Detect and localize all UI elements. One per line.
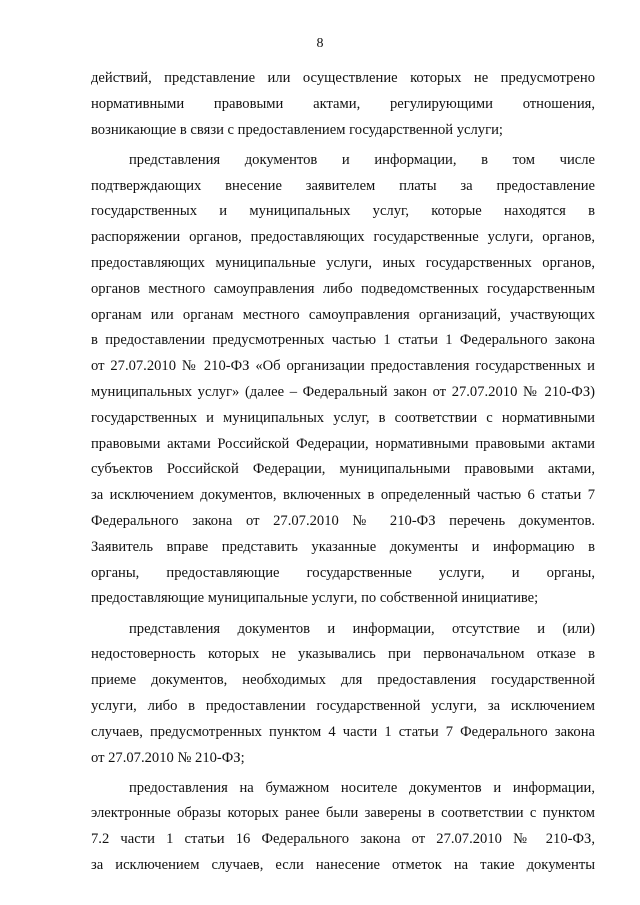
text-line: за исключением документов, включенных в определенный частью 6 статьи 7 <box>91 487 595 504</box>
text-line: субъектов Российской Федерации, муниципальными правовыми актами, <box>91 461 595 478</box>
document-body <box>91 66 595 883</box>
text-line: возникающие в связи с предоставлением государственной услуги; <box>91 121 503 138</box>
text-line: государственных и муниципальных услуг, в соответствии с нормативными <box>91 409 595 426</box>
text-line: распоряжении органов, предоставляющих государственные услуги, органов, <box>91 229 595 246</box>
text-line: действий, представление или осуществление которых не предусмотрено <box>91 70 595 86</box>
text-line: приеме документов, необходимых для предоставления государственной <box>91 672 595 689</box>
text-line: Федерального закона от 27.07.2010 № 210-ФЗ перечень документов. <box>91 512 595 529</box>
text-line: электронные образы которых ранее были заверены в соответствии с пунктом <box>91 805 595 822</box>
paragraph <box>91 66 595 143</box>
text-line: муниципальных услуг» (далее – Федеральный закон от 27.07.2010 № 210-ФЗ) <box>91 383 595 400</box>
paragraph <box>91 776 595 879</box>
text-line: предоставляющих муниципальные услуги, иных государственных органов, <box>91 254 595 271</box>
text-line: подтверждающих внесение заявителем платы за предоставление <box>91 177 595 194</box>
text-line: предоставляющие муниципальные услуги, по собственной инициативе; <box>91 590 539 607</box>
text-line: недостоверность которых не указывались при первоначальном отказе в <box>91 646 595 663</box>
text-line: органам или органам местного самоуправления организаций, участвующих <box>91 306 595 323</box>
page-number: 8 <box>316 36 324 51</box>
text-line: органов местного самоуправления либо подведомственных государственным <box>91 280 595 297</box>
paragraph <box>91 148 595 612</box>
text-line: за исключением случаев, если нанесение отметок на такие документы <box>91 857 595 874</box>
text-line: случаев, предусмотренных пунктом 4 части 1 статьи 7 Федерального закона <box>91 723 595 740</box>
text-line: предоставления на бумажном носителе документов и информации, <box>129 779 595 796</box>
text-line: представления документов и информации, в том числе <box>129 151 595 168</box>
text-line: в предоставлении предусмотренных частью 1 статьи 1 Федерального закона <box>91 332 595 349</box>
text-line: государственных и муниципальных услуг, которые находятся в <box>91 203 595 220</box>
text-line: нормативными правовыми актами, регулирующими отношения, <box>91 95 595 112</box>
text-line: 7.2 части 1 статьи 16 Федерального закона от 27.07.2010 № 210-ФЗ, <box>91 831 595 848</box>
text-line: от 27.07.2010 № 210-ФЗ; <box>91 749 245 766</box>
paragraph <box>91 617 595 772</box>
text-line: услуги, либо в предоставлении государственной услуги, за исключением <box>91 697 595 714</box>
text-line: органы, предоставляющие государственные услуги, и органы, <box>91 564 595 581</box>
text-line: правовыми актами Российской Федерации, нормативными правовыми актами <box>91 435 595 452</box>
text-line: от 27.07.2010 № 210-ФЗ «Об организации предоставления государственных и <box>91 358 595 375</box>
text-line: представления документов и информации, отсутствие и (или) <box>129 620 595 637</box>
text-line: Заявитель вправе представить указанные документы и информацию в <box>91 538 595 555</box>
